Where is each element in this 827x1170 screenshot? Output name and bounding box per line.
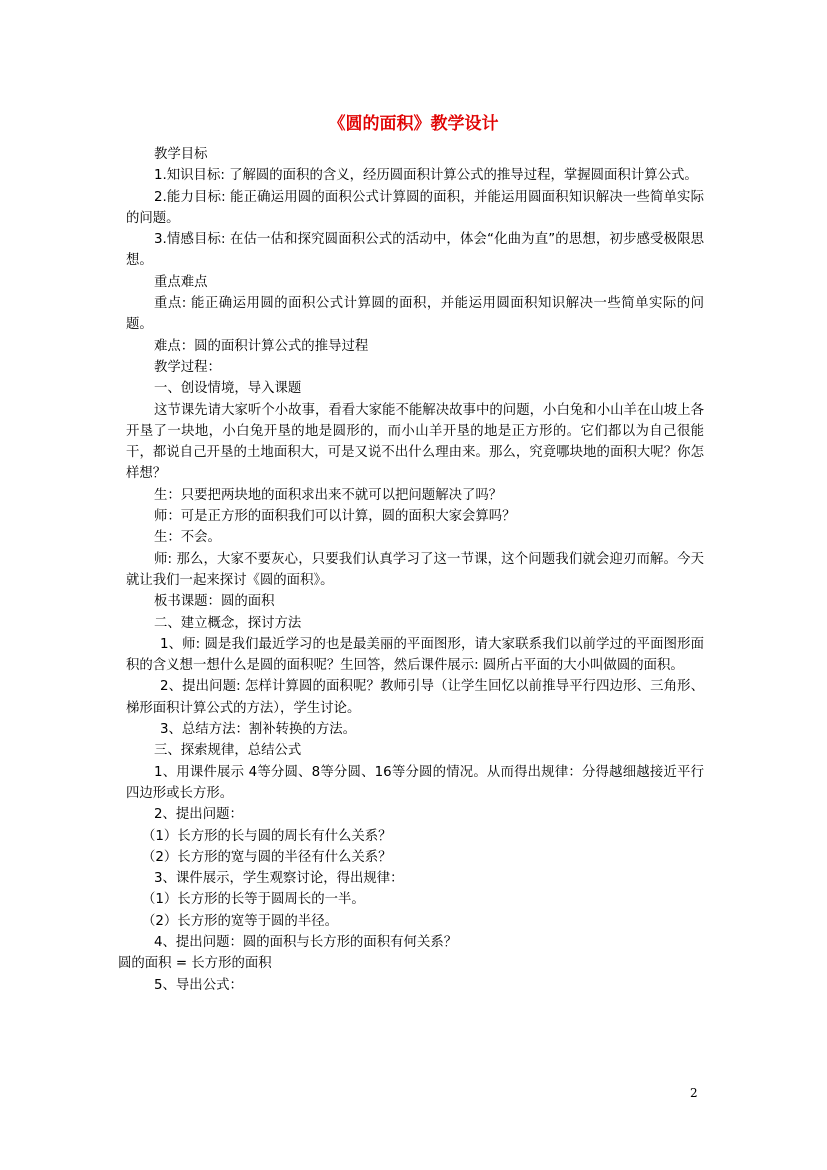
list-item: （2）长方形的宽等于圆的半径。 — [142, 913, 338, 929]
document-body — [118, 144, 704, 996]
paragraph: 1.知识目标: 了解圆的面积的含义，经历圆面积计算公式的推导过程，掌握圆面积计算公式。 — [154, 168, 698, 184]
document-title: 《圆的面积》教学设计 — [328, 114, 499, 134]
list-item: （1）长方形的长等于圆周长的一半。 — [142, 892, 365, 908]
paragraph: 2、提出问题： — [154, 807, 243, 823]
section-heading: 三、探索规律，总结公式 — [154, 743, 302, 759]
list-item: （2）长方形的宽与圆的半径有什么关系？ — [142, 849, 392, 865]
section-heading: 教学过程： — [154, 359, 221, 375]
paragraph: 师：可是正方形的面积我们可以计算，圆的面积大家会算吗？ — [154, 509, 516, 525]
page-number: 2 — [690, 1086, 698, 1100]
section-heading: 二、建立概念，探讨方法 — [154, 615, 302, 631]
paragraph: 生：不会。 — [154, 530, 221, 546]
section-heading: 教学目标 — [154, 147, 208, 162]
paragraph: 重点: 能正确运用圆的面积公式计算圆的面积，并能运用圆面积知识解决一些简单实际的问题。 — [126, 296, 704, 333]
paragraph: 1、用课件展示 4等分圆、8等分圆、16等分圆的情况。从而得出规律：分得越细越接近平行四边形或长方形。 — [126, 764, 704, 801]
paragraph: 5、导出公式： — [154, 977, 243, 993]
paragraph: 2、提出问题: 怎样计算圆的面积呢？教师引导（让学生回忆以前推导平行四边形、三角形、梯形面积计算公式的方法），学生讨论。 — [126, 679, 704, 716]
list-item: （1）长方形的长与圆的周长有什么关系？ — [142, 828, 392, 844]
paragraph: 3、总结方法：割补转换的方法。 — [160, 722, 356, 738]
section-heading: 重点难点 — [154, 274, 208, 290]
paragraph: 板书课题：圆的面积 — [154, 594, 275, 610]
paragraph: 师: 那么，大家不要灰心，只要我们认真学习了这一节课，这个问题我们就会迎刃而解。今天就让我们一起来探讨《圆的面积》。 — [126, 551, 704, 588]
paragraph: 2.能力目标: 能正确运用圆的面积公式计算圆的面积，并能运用圆面积知识解决一些简单实际的问题。 — [126, 189, 704, 226]
paragraph: 这节课先请大家听个小故事，看看大家能不能解决故事中的问题，小白兔和小山羊在山坡上各开垦了一块地，小白兔开垦的地是圆形的，而小山羊开垦的地是正方形的。它们都以为自己很能干，都说自己开垦的土地面积大，可是又说不出什么理由来。那么，究竟哪块地的面积大呢？你怎样想？ — [126, 402, 704, 482]
paragraph: 难点：圆的面积计算公式的推导过程 — [154, 338, 369, 354]
section-heading: 一、创设情境，导入课题 — [154, 381, 302, 397]
paragraph: 1、师: 圆是我们最近学习的也是最美丽的平面图形，请大家联系我们以前学过的平面图形面积的含义想一想什么是圆的面积呢？生回答，然后课件展示: 圆所占平面的大小叫做圆的面积。 — [126, 636, 704, 674]
paragraph: 生：只要把两块地的面积求出来不就可以把问题解决了吗？ — [154, 487, 503, 503]
paragraph: 4、提出问题：圆的面积与长方形的面积有何关系？ — [154, 934, 458, 950]
formula-line: 圆的面积 = 长方形的面积 — [118, 956, 272, 972]
paragraph: 3.情感目标: 在估一估和探究圆面积公式的活动中，体会“化曲为直”的思想，初步感受极限思想。 — [126, 232, 704, 269]
paragraph: 3、课件展示，学生观察讨论，得出规律： — [154, 871, 404, 887]
